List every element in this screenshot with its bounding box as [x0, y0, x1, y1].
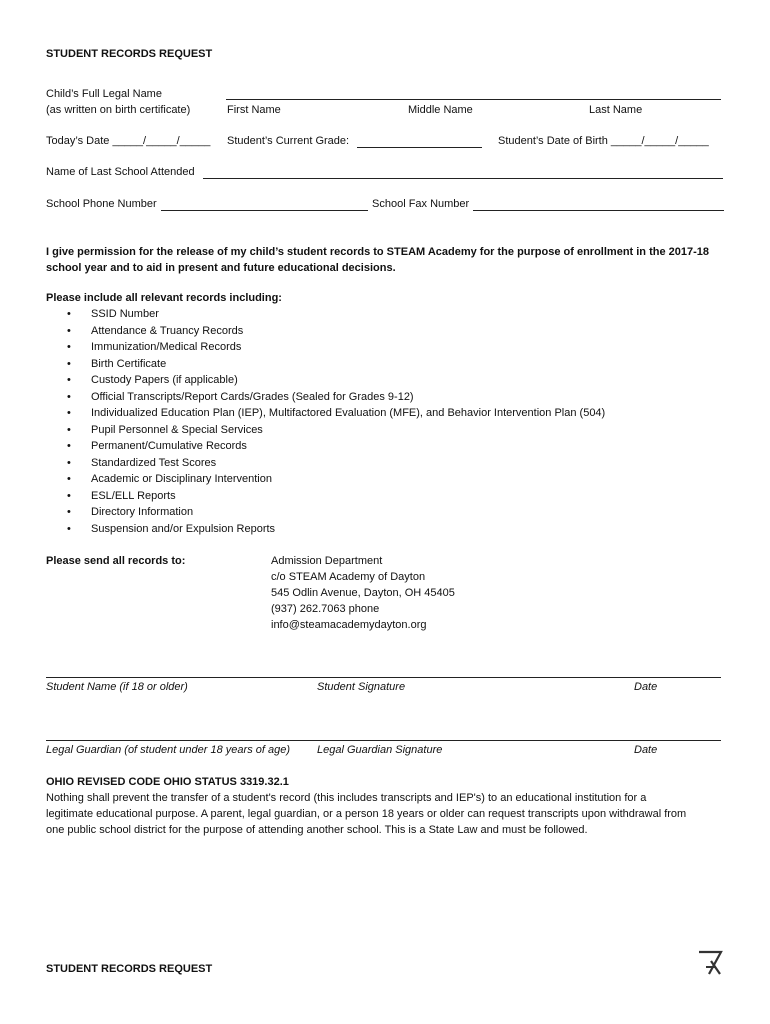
steam-academy-logo-icon [696, 950, 724, 976]
last-school-field[interactable] [203, 178, 723, 179]
address-line: c/o STEAM Academy of Dayton [271, 571, 426, 583]
guardian-signature-label: Legal Guardian Signature [317, 744, 443, 756]
first-name-label: First Name [227, 104, 281, 116]
school-fax-field[interactable] [473, 210, 724, 211]
list-item: • Birth Certificate [47, 356, 605, 373]
list-item: • Attendance & Truancy Records [47, 323, 605, 340]
list-item: • Permanent/Cumulative Records [47, 438, 605, 455]
child-name-label: Child’s Full Legal Name [46, 88, 162, 100]
child-name-sublabel: (as written on birth certificate) [46, 104, 191, 116]
list-item: • Standardized Test Scores [47, 455, 605, 472]
address-line: 545 Odlin Avenue, Dayton, OH 45405 [271, 587, 455, 599]
last-name-label: Last Name [589, 104, 643, 116]
mailing-address [271, 553, 455, 633]
address-line: (937) 262.7063 phone [271, 603, 380, 615]
list-item: • ESL/ELL Reports [47, 488, 605, 505]
law-text-line3: one public school district for the purpose of attending another school. This is a State Law and must be followed. [46, 824, 588, 836]
school-fax-label: School Fax Number [372, 198, 470, 210]
list-item: • Suspension and/or Expulsion Reports [47, 521, 605, 538]
guardian-signature-line[interactable] [46, 740, 721, 741]
law-heading: OHIO REVISED CODE OHIO STATUS 3319.32.1 [46, 776, 289, 788]
list-item: • Academic or Disciplinary Intervention [47, 471, 605, 488]
list-item: • Immunization/Medical Records [47, 339, 605, 356]
current-grade-field[interactable] [357, 147, 482, 148]
send-records-label: Please send all records to: [46, 555, 186, 567]
guardian-name-label: Legal Guardian (of student under 18 years of age) [46, 744, 290, 756]
records-list [47, 306, 605, 537]
email-link[interactable]: info@steamacademydayton.org [271, 619, 427, 631]
law-text-line2: legitimate educational purpose. A parent, legal guardian, or a person 18 years or older can request transcripts upon withdrawal from [46, 808, 687, 820]
current-grade-label: Student’s Current Grade: [227, 135, 350, 147]
school-phone-label: School Phone Number [46, 198, 157, 210]
page-title: STUDENT RECORDS REQUEST [46, 48, 213, 60]
law-text-line1: Nothing shall prevent the transfer of a student's record (this includes transcripts and IEP's) to an educational institution for a [46, 792, 647, 804]
child-name-field[interactable] [226, 99, 721, 100]
guardian-date-label: Date [634, 744, 658, 756]
middle-name-label: Middle Name [408, 104, 473, 116]
student-signature-line[interactable] [46, 677, 721, 678]
footer-title: STUDENT RECORDS REQUEST [46, 963, 213, 975]
list-item: • Individualized Education Plan (IEP), Multifactored Evaluation (MFE), and Behavior Intervention Plan (504) [47, 405, 605, 422]
student-signature-label: Student Signature [317, 681, 406, 693]
last-school-label: Name of Last School Attended [46, 166, 195, 178]
list-item: • SSID Number [47, 306, 605, 323]
date-of-birth-field[interactable]: Student’s Date of Birth _____/_____/_____ [498, 135, 709, 147]
list-item: • Pupil Personnel & Special Services [47, 422, 605, 439]
address-line: Admission Department [271, 555, 383, 567]
school-phone-field[interactable] [161, 210, 368, 211]
list-item: • Directory Information [47, 504, 605, 521]
records-heading: Please include all relevant records including: [46, 292, 282, 304]
list-item: • Custody Papers (if applicable) [47, 372, 605, 389]
permission-statement-line1: I give permission for the release of my child’s student records to STEAM Academy for the purpose of enrollment in the 2017-18 [46, 246, 710, 258]
list-item: • Official Transcripts/Report Cards/Grades (Sealed for Grades 9-12) [47, 389, 605, 406]
permission-statement-line2: school year and to aid in present and future educational decisions. [46, 262, 396, 274]
student-date-label: Date [634, 681, 658, 693]
todays-date-field[interactable]: Today’s Date _____/_____/_____ [46, 135, 211, 147]
student-name-label: Student Name (if 18 or older) [46, 681, 188, 693]
